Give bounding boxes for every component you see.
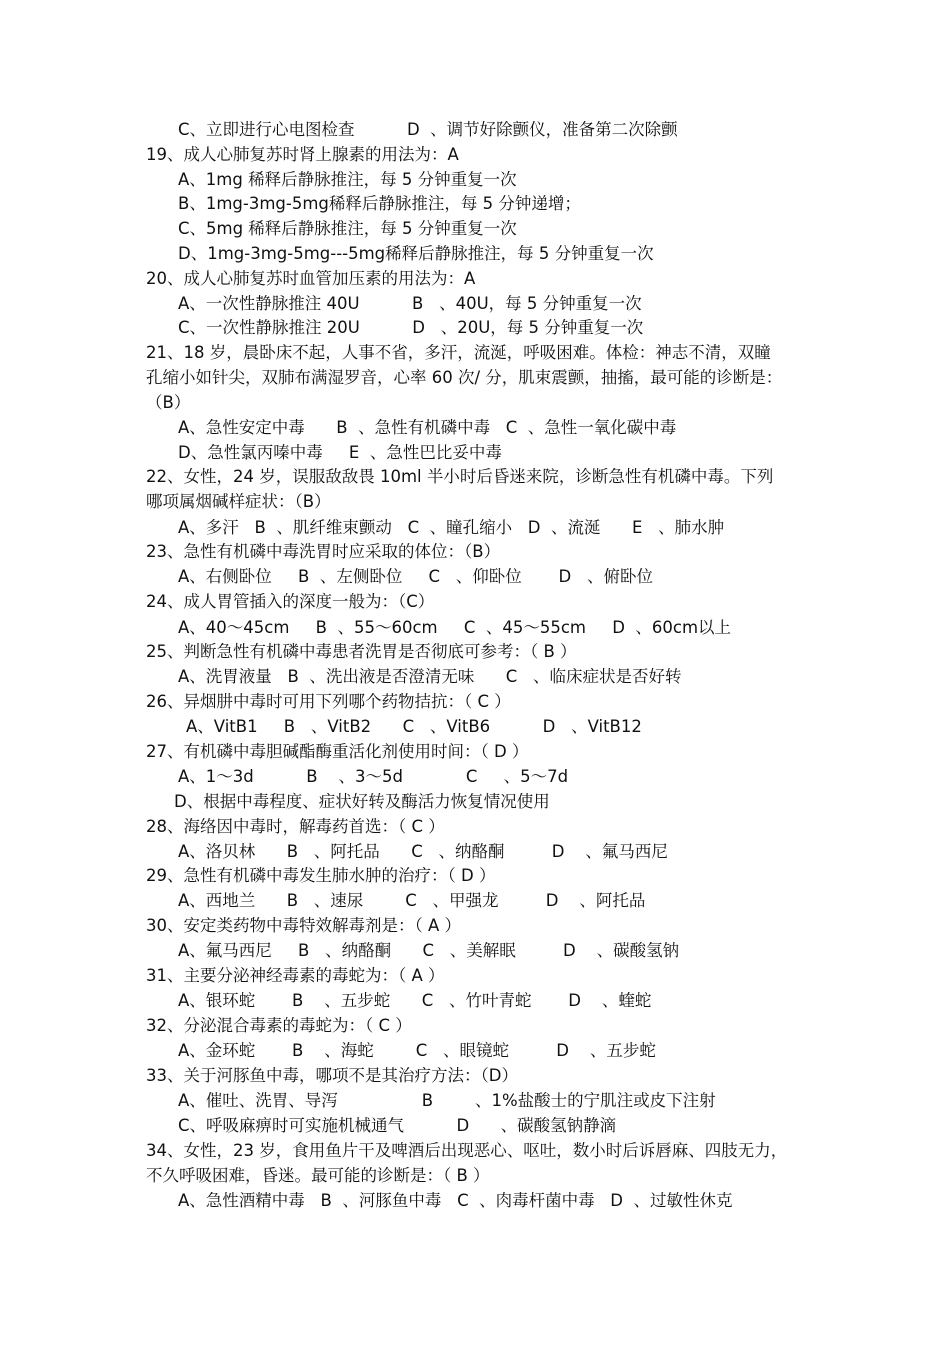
question-line: （B） [146, 393, 191, 412]
question-line: 孔缩小如针尖，双肺布满湿罗音，心率 60 次/ 分，肌束震颤，抽搐，最可能的诊断是： [146, 368, 783, 387]
option-line: A、银环蛇 B 、五步蛇 C 、竹叶青蛇 D 、蝰蛇 [178, 991, 652, 1010]
question-line: 不久呼吸困难，昏迷。最可能的诊断是：（ B ） [146, 1166, 490, 1185]
option-line: A、催吐、洗胃、导泻 B 、1%盐酸士的宁肌注或皮下注射 [178, 1091, 716, 1110]
option-line: D、根据中毒程度、症状好转及酶活力恢复情况使用 [174, 792, 550, 811]
option-line: C、5mg 稀释后静脉推注，每 5 分钟重复一次 [178, 219, 517, 238]
option-line: C、立即进行心电图检查 D 、调节好除颤仪，准备第二次除颤 [178, 120, 678, 139]
question-line: 29、急性有机磷中毒发生肺水肿的治疗：（ D ） [146, 866, 496, 885]
question-line: 19、成人心肺复苏时肾上腺素的用法为：A [146, 145, 459, 164]
option-line: A、金环蛇 B 、海蛇 C 、眼镜蛇 D 、五步蛇 [178, 1041, 656, 1060]
question-line: 24、成人胃管插入的深度一般为：（C） [146, 592, 435, 611]
question-line: 32、分泌混合毒素的毒蛇为：（ C ） [146, 1016, 412, 1035]
question-line: 22、女性，24 岁，误服敌敌畏 10ml 半小时后昏迷来院，诊断急性有机磷中毒。下列 [146, 467, 774, 486]
option-line: A、右侧卧位 B 、左侧卧位 C 、仰卧位 D 、俯卧位 [178, 567, 653, 586]
option-line: A、洛贝林 B 、阿托品 C 、纳酪酮 D 、氟马西尼 [178, 842, 668, 861]
option-line: A、40～45cm B 、55～60cm C 、45～55cm D 、60cm以上 [178, 618, 732, 637]
option-line: A、一次性静脉推注 40U B 、40U，每 5 分钟重复一次 [178, 294, 642, 313]
option-line: A、多汗 B 、肌纤维束颤动 C 、瞳孔缩小 D 、流涎 E 、肺水肿 [178, 518, 725, 537]
question-line: 哪项属烟碱样症状：（B） [146, 492, 331, 511]
question-line: 28、海络因中毒时，解毒药首选：（ C ） [146, 817, 445, 836]
option-line: D、急性氯丙嗪中毒 E 、急性巴比妥中毒 [178, 443, 502, 462]
question-line: 33、关于河豚鱼中毒，哪项不是其治疗方法：（D） [146, 1066, 518, 1085]
option-line: A、1mg 稀释后静脉推注，每 5 分钟重复一次 [178, 170, 517, 189]
option-line: C、一次性静脉推注 20U D 、20U，每 5 分钟重复一次 [178, 318, 644, 337]
option-line: A、洗胃液量 B 、洗出液是否澄清无味 C 、临床症状是否好转 [178, 667, 682, 686]
question-line: 23、急性有机磷中毒洗胃时应采取的体位：（B） [146, 542, 501, 561]
option-line: A、1～3d B 、3～5d C 、5～7d [178, 767, 569, 786]
option-line: A、氟马西尼 B 、纳酪酮 C 、美解眠 D 、碳酸氢钠 [178, 941, 680, 960]
question-line: 20、成人心肺复苏时血管加压素的用法为：A [146, 269, 476, 288]
option-line: D、1mg-3mg-5mg---5mg稀释后静脉推注，每 5 分钟重复一次 [178, 244, 654, 263]
question-line: 26、异烟肼中毒时可用下列哪个药物拮抗：（ C ） [146, 692, 511, 711]
option-line: A、急性安定中毒 B 、急性有机磷中毒 C 、急性一氧化碳中毒 [178, 418, 677, 437]
question-line: 21、18 岁，晨卧床不起，人事不省，多汗，流涎，呼吸困难。体检：神志不清，双瞳 [146, 343, 771, 362]
option-line: C、呼吸麻痹时可实施机械通气 D 、碳酸氢钠静滴 [178, 1116, 617, 1135]
option-line: A、VitB1 B 、VitB2 C 、VitB6 D 、VitB12 [186, 717, 642, 736]
option-line: B、1mg-3mg-5mg稀释后静脉推注，每 5 分钟递增； [178, 194, 581, 213]
question-line: 31、主要分泌神经毒素的毒蛇为：（ A ） [146, 966, 445, 985]
option-line: A、急性酒精中毒 B 、河豚鱼中毒 C 、肉毒杆菌中毒 D 、过敏性休克 [178, 1191, 733, 1210]
question-line: 25、判断急性有机磷中毒患者洗胃是否彻底可参考：（ B ） [146, 642, 577, 661]
option-line: A、西地兰 B 、速尿 C 、甲强龙 D 、阿托品 [178, 891, 646, 910]
question-line: 27、有机磷中毒胆碱酯酶重活化剂使用时间：（ D ） [146, 742, 529, 761]
question-line: 34、女性，23 岁，食用鱼片干及啤酒后出现恶心、呕吐，数小时后诉唇麻、四肢无力， [146, 1141, 788, 1160]
question-line: 30、安定类药物中毒特效解毒剂是：（ A ） [146, 916, 462, 935]
